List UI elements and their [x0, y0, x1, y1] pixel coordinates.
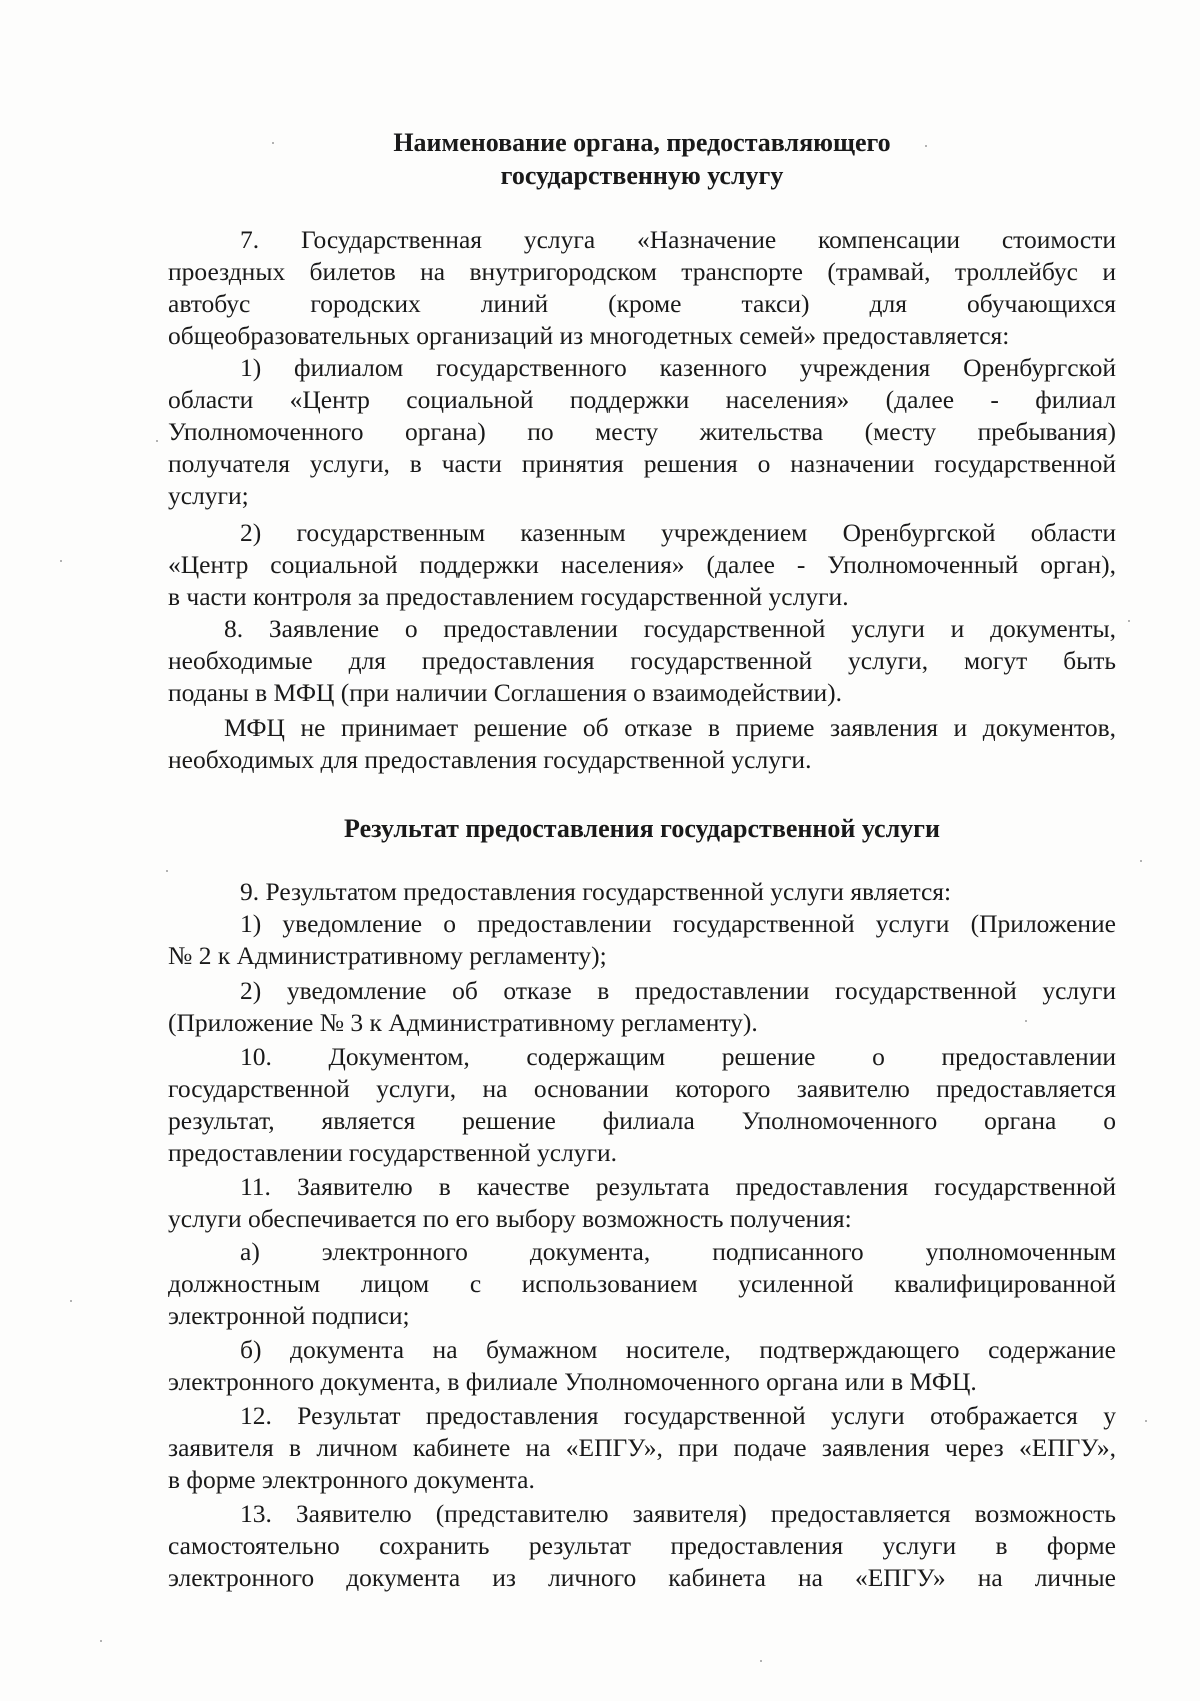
paragraph-line: услуги обеспечивается по его выбору возможность получения: — [168, 1204, 852, 1233]
paragraph-line: 13. Заявителю (представителю заявителя) предоставляется возможность — [240, 1499, 1116, 1528]
paragraph-line: электронного документа из личного кабинета на «ЕПГУ» на личные — [168, 1563, 1116, 1592]
paragraph-line: проездных билетов на внутригородском транспорте (трамвай, троллейбус и — [168, 257, 1116, 286]
paragraph-line: поданы в МФЦ (при наличии Соглашения о взаимодействии). — [168, 678, 843, 707]
paragraph-line: необходимые для предоставления государственной услуги, могут быть — [168, 646, 1116, 675]
paragraph-line: МФЦ не принимает решение об отказе в приеме заявления и документов, — [224, 713, 1116, 742]
paragraph-line: самостоятельно сохранить результат предоставления услуги в форме — [168, 1531, 1116, 1560]
paragraph-line: 9. Результатом предоставления государственной услуги является: — [240, 877, 952, 906]
paragraph-line: Уполномоченного органа) по месту жительства (месту пребывания) — [168, 417, 1116, 446]
paragraph-line: 2) государственным казенным учреждением Оренбургской области — [240, 518, 1116, 547]
scan-speck — [760, 1660, 762, 1662]
paragraph-line: 8. Заявление о предоставлении государственной услуги и документы, — [224, 614, 1116, 643]
paragraph-line: (Приложение № 3 к Административному регламенту). — [168, 1008, 758, 1037]
paragraph-line: электронной подписи; — [168, 1301, 410, 1330]
paragraph-line: в форме электронного документа. — [168, 1465, 535, 1494]
paragraph-line: б) документа на бумажном носителе, подтверждающего содержание — [240, 1335, 1116, 1364]
scan-speck — [60, 560, 62, 562]
paragraph-line: 11. Заявителю в качестве результата предоставления государственной — [240, 1172, 1116, 1201]
scan-speck — [166, 870, 168, 872]
paragraph-line: 2) уведомление об отказе в предоставлении государственной услуги — [240, 976, 1116, 1005]
paragraph-line: 1) филиалом государственного казенного учреждения Оренбургской — [240, 353, 1116, 382]
paragraph-line: № 2 к Административному регламенту); — [168, 941, 607, 970]
paragraph-line: получателя услуги, в части принятия решения о назначении государственной — [168, 449, 1116, 478]
paragraph-line: результат, является решение филиала Уполномоченного органа о — [168, 1106, 1116, 1135]
scan-speck — [70, 1300, 72, 1302]
paragraph-line: а) электронного документа, подписанного уполномоченным — [240, 1237, 1116, 1266]
section-heading-line: государственную услугу — [500, 161, 784, 190]
paragraph-line: заявителя в личном кабинете на «ЕПГУ», при подаче заявления через «ЕПГУ», — [168, 1433, 1116, 1462]
paragraph-line: предоставлении государственной услуги. — [168, 1138, 618, 1167]
paragraph-line: «Центр социальной поддержки населения» (далее - Уполномоченный орган), — [168, 550, 1116, 579]
scan-speck — [1145, 1420, 1147, 1422]
scan-speck — [272, 142, 274, 144]
section-heading-line: Результат предоставления государственной услуги — [344, 814, 940, 843]
paragraph-line: 12. Результат предоставления государственной услуги отображается у — [240, 1401, 1116, 1430]
paragraph-line: услуги; — [168, 481, 249, 510]
scan-speck — [100, 1640, 102, 1642]
scan-speck — [1025, 1020, 1027, 1022]
section-heading-line: Наименование органа, предоставляющего — [393, 128, 891, 157]
paragraph-line: общеобразовательных организаций из многодетных семей» предоставляется: — [168, 321, 1010, 350]
scan-speck — [925, 145, 927, 147]
paragraph-line: должностным лицом с использованием усиленной квалифицированной — [168, 1269, 1116, 1298]
paragraph-line: необходимых для предоставления государственной услуги. — [168, 745, 812, 774]
paragraph-line: в части контроля за предоставлением государственной услуги. — [168, 582, 849, 611]
scan-speck — [156, 440, 158, 442]
paragraph-line: автобус городских линий (кроме такси) для обучающихся — [168, 289, 1116, 318]
paragraph-line: 7. Государственная услуга «Назначение компенсации стоимости — [240, 225, 1116, 254]
paragraph-line: 1) уведомление о предоставлении государственной услуги (Приложение — [240, 909, 1116, 938]
paragraph-line: области «Центр социальной поддержки населения» (далее - филиал — [168, 385, 1116, 414]
scan-speck — [1128, 620, 1130, 622]
paragraph-line: государственной услуги, на основании которого заявителю предоставляется — [168, 1074, 1116, 1103]
scan-speck — [1140, 860, 1142, 862]
paragraph-line: 10. Документом, содержащим решение о предоставлении — [240, 1042, 1116, 1071]
paragraph-line: электронного документа, в филиале Уполномоченного органа или в МФЦ. — [168, 1367, 977, 1396]
